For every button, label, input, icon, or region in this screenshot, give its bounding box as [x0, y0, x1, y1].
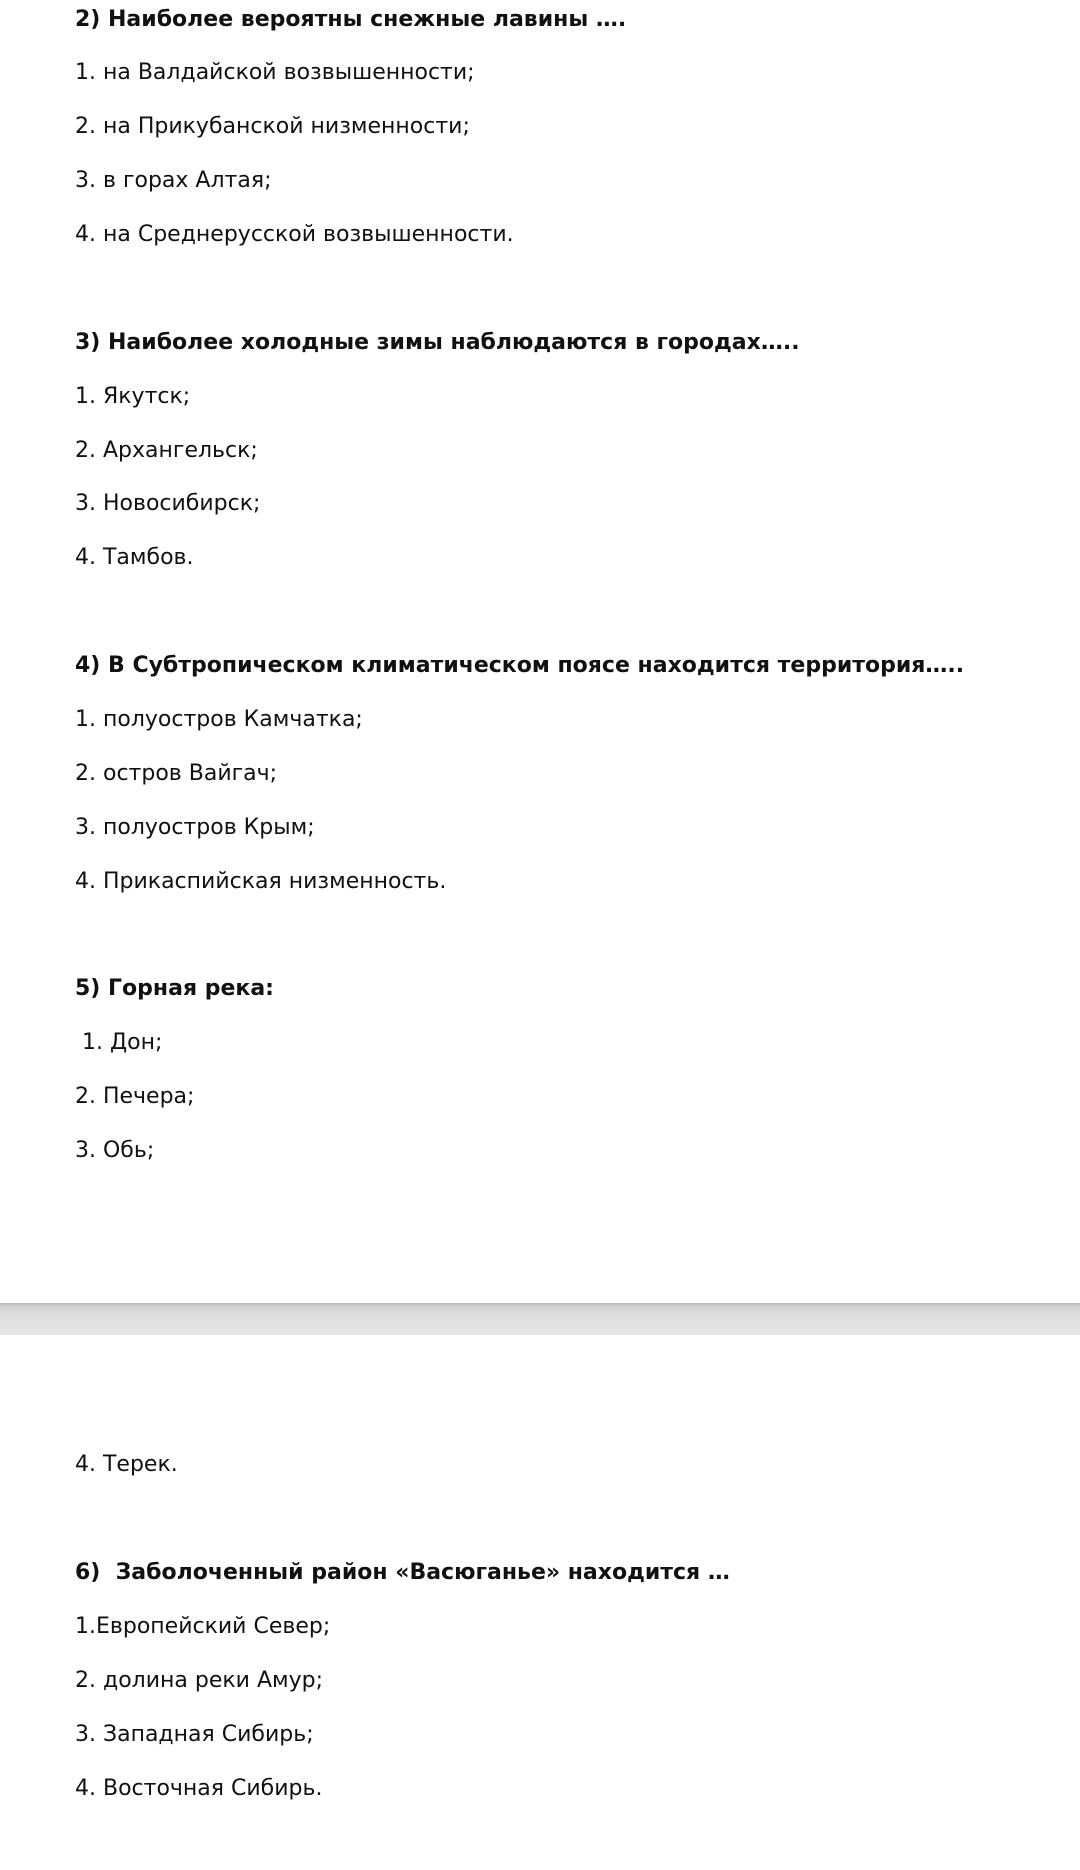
question-3-option-1: 1. Якутск;	[75, 384, 191, 409]
question-2-title: 2) Наиболее вероятны снежные лавины ….	[75, 7, 627, 32]
question-6-title: 6) Заболоченный район «Васюганье» находится …	[75, 1560, 730, 1585]
question-6-option-1: 1.Европейский Север;	[75, 1614, 331, 1639]
question-3-option-2: 2. Архангельск;	[75, 438, 258, 463]
question-5-option-2: 2. Печера;	[75, 1084, 195, 1109]
question-4-title: 4) В Субтропическом климатическом поясе находится территория…..	[75, 653, 965, 678]
question-4-option-3: 3. полуостров Крым;	[75, 815, 315, 840]
question-3-title: 3) Наиболее холодные зимы наблюдаются в городах…..	[75, 330, 800, 355]
question-5-option-3: 3. Обь;	[75, 1138, 155, 1163]
question-2-option-3: 3. в горах Алтая;	[75, 168, 272, 193]
question-5-option-1: 1. Дон;	[75, 1030, 163, 1055]
question-6-option-4: 4. Восточная Сибирь.	[75, 1776, 323, 1801]
question-2-option-2: 2. на Прикубанской низменности;	[75, 114, 470, 139]
page-break-divider	[0, 1303, 1080, 1335]
question-6-option-2: 2. долина реки Амур;	[75, 1668, 323, 1693]
question-2-option-1: 1. на Валдайской возвышенности;	[75, 60, 475, 85]
question-4-option-2: 2. остров Вайгач;	[75, 761, 278, 786]
question-3-option-4: 4. Тамбов.	[75, 545, 194, 570]
question-4-option-4: 4. Прикаспийская низменность.	[75, 869, 447, 894]
question-5-option-4: 4. Терек.	[75, 1452, 178, 1477]
question-3-option-3: 3. Новосибирск;	[75, 491, 261, 516]
document-page-2	[0, 1335, 1080, 1870]
question-5-title: 5) Горная река:	[75, 976, 274, 1001]
question-4-option-1: 1. полуостров Камчатка;	[75, 707, 363, 732]
question-2-option-4: 4. на Среднерусской возвышенности.	[75, 222, 514, 247]
question-6-option-3: 3. Западная Сибирь;	[75, 1722, 314, 1747]
